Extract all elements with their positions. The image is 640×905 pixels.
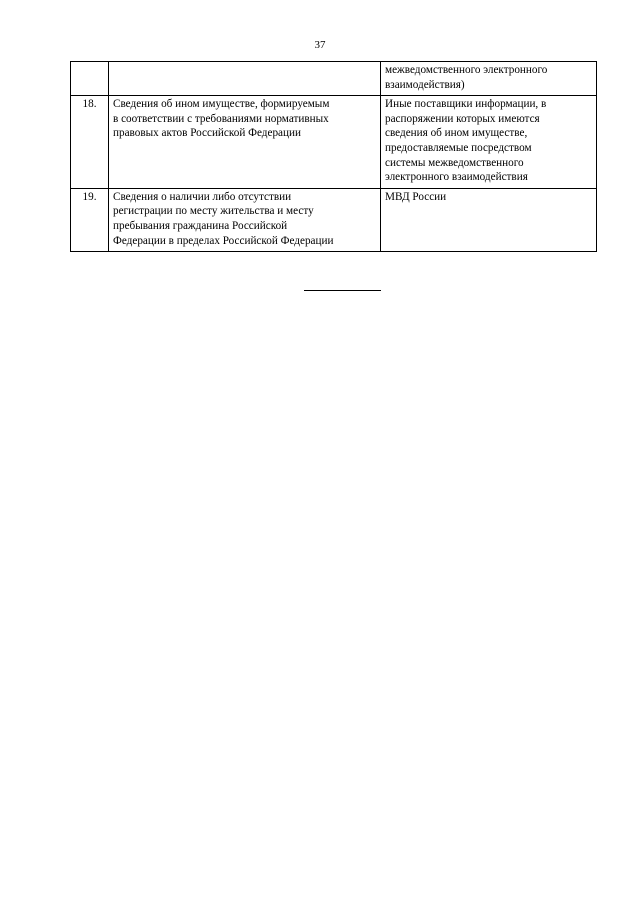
end-of-document-rule <box>304 290 381 291</box>
page-number: 37 <box>314 39 326 51</box>
provider-cell: Иные поставщики информации, в распоряжении которых имеются сведения об ином имуществе, предоставляемые посредством системы межведомственного электронного взаимодействия <box>381 96 597 189</box>
info-cell <box>109 62 381 96</box>
row-number-cell: 18. <box>71 96 109 189</box>
table-row <box>71 62 597 96</box>
table-row <box>71 188 597 251</box>
table-row <box>71 96 597 189</box>
document-table <box>70 61 597 252</box>
provider-cell: МВД России <box>381 188 597 251</box>
row-number-cell: 19. <box>71 188 109 251</box>
row-number-cell <box>71 62 109 96</box>
info-cell: Сведения об ином имуществе, формируемым в соответствии с требованиями нормативных правовых актов Российской Федерации <box>109 96 381 189</box>
provider-cell: межведомственного электронного взаимодействия) <box>381 62 597 96</box>
info-cell: Сведения о наличии либо отсутствии регистрации по месту жительства и месту пребывания гражданина Российской Федерации в пределах Российской Федерации <box>109 188 381 251</box>
